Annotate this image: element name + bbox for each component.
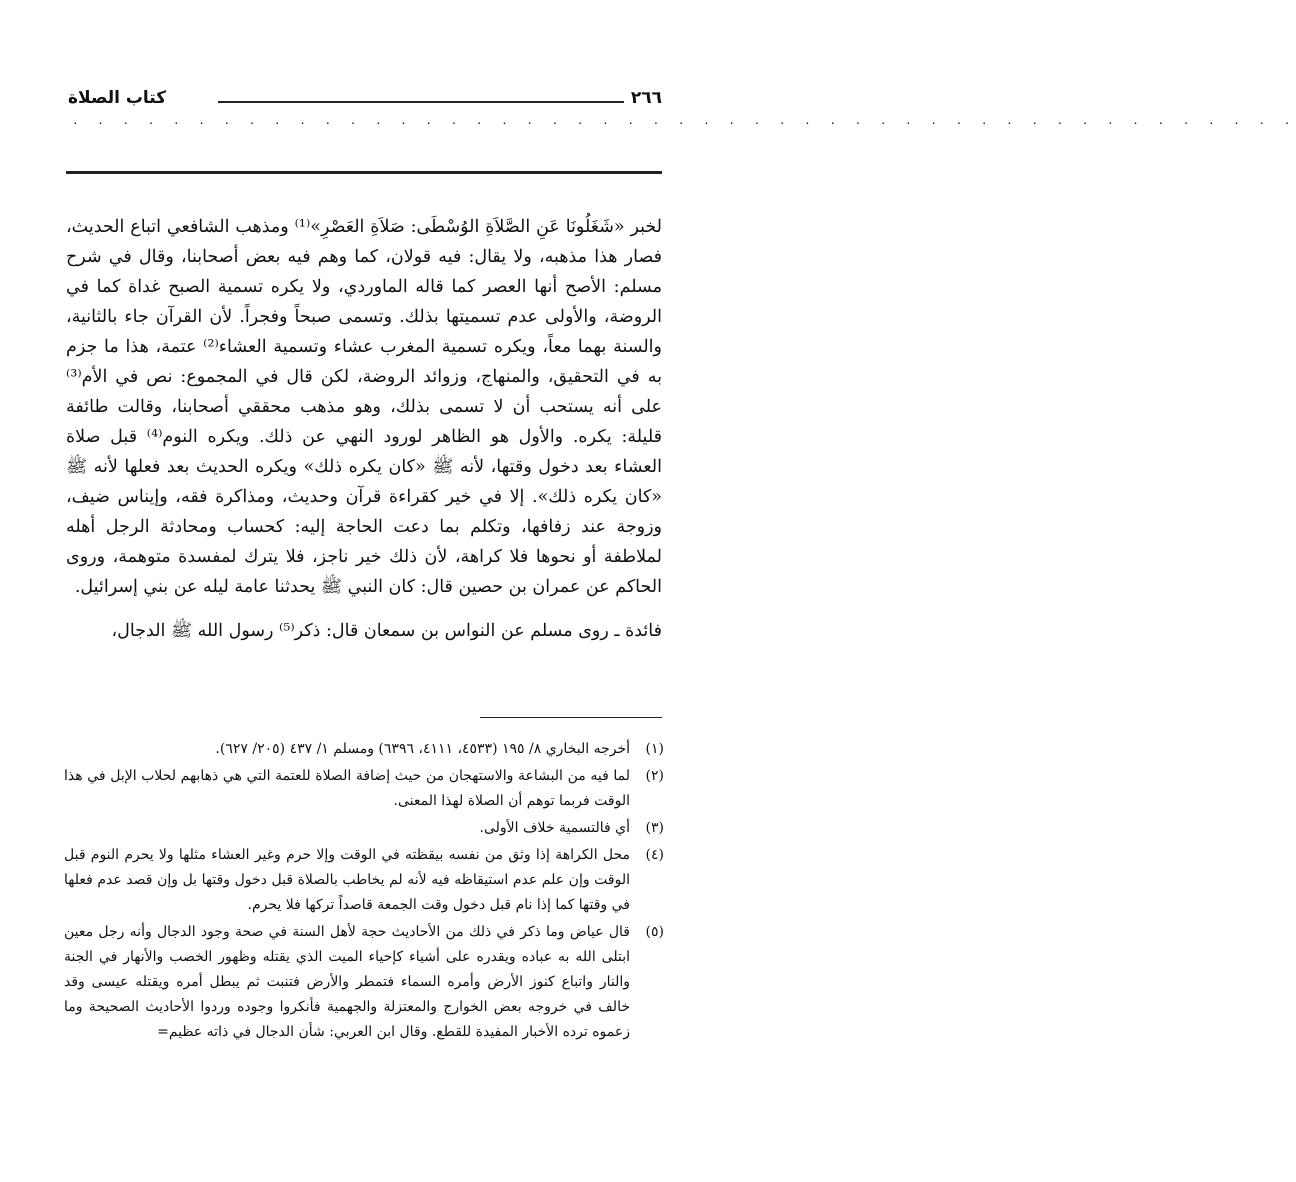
footnote-1 [64,737,664,762]
footnote-text: لما فيه من البشاعة والاستهجان من حيث إضافة الصلاة للعتمة التي هي ذهابهم لحلاب الإبل في هذا الوقت فربما توهم أن الصلاة لهذا المعنى. [64,768,630,809]
footnote-rule [480,717,662,718]
running-header [68,88,662,112]
footnote-text: محل الكراهة إذا وثق من نفسه بيقظته في الوقت وإلا حرم وغير العشاء مثلها ولا يحرم النوم قبل الوقت وإن علم عدم استيقاظه فيه لأنه لم يخاطب بالصلاة قبل دخول وقتها بل وإن قصد عدم فعلها في وقتها كما إذا نام قبل دخول وقت الجمعة قاصداً تركها فلا يحرم. [64,847,630,913]
footnote-number: (٣) [645,820,664,836]
footnotes [64,737,664,1047]
paragraph-1: لخبر «شَغَلُونَا عَنِ الصَّلاَةِ الوُسْطَى: صَلاَةِ العَصْرِ»⁽¹⁾ ومذهب الشافعي اتباع الحديث، فصار هذا مذهبه، ولا يقال: فيه قولان، كما وهم فيه بعض أصحابنا، وقال في شرح مسلم: الأصح أنها العصر كما قاله الماوردي، ولا يكره تسمية الصبح غداة كما في الروضة، والأولى عدم تسميتها بذلك. وتسمى صبحاً وفجراً. لأن القرآن جاء بالثانية، والسنة بهما معاً، ويكره تسمية المغرب عشاء وتسمية العشاء⁽²⁾ عتمة، هذا ما جزم به في التحقيق، والمنهاج، وزوائد الروضة، لكن قال في المجموع: نص في الأم⁽³⁾ على أنه يستحب أن لا تسمى بذلك، وهو مذهب محققي أصحابنا، وقالت طائفة قليلة: يكره. والأول هو الظاهر لورود النهي عن ذلك. ويكره النوم⁽⁴⁾ قبل صلاة العشاء بعد دخول وقتها، لأنه ﷺ «كان يكره ذلك» ويكره الحديث بعد فعلها لأنه ﷺ «كان يكره ذلك». إلا في خير كقراءة قرآن وحديث، ومذاكرة فقه، وإيناس ضيف، وزوجة عند زفافها، وتكلم بما دعت الحاجة إليه: كحساب ومحادثة الرجل أهله لملاطفة أو نحوها فلا كراهة، لأن ذلك خير ناجز، فلا يترك لمفسدة متوهمة، وروى الحاكم عن عمران بن حصين قال: كان النبي ﷺ يحدثنا عامة ليله عن بني إسرائيل. [66,217,663,597]
header-rule [218,101,624,103]
main-text [66,212,662,646]
book-title: كتاب الصلاة [68,88,167,108]
footnote-text: أخرجه البخاري ٨/ ١٩٥ (٤٥٣٣، ٤١١١، ٦٣٩٦) ومسلم ١/ ٤٣٧ (٢٠٥/ ٦٢٧). [215,741,630,757]
footnote-number: (١) [645,741,664,757]
footnote-number: (٢) [645,768,664,784]
footnote-2 [64,764,664,814]
dotted-separator: . . . . . . . . . . . . . . . . . . . . . . . . . . . . . . . . . . . . . . . . . . . . . . . . . [72,114,1296,127]
top-rule [66,171,662,174]
footnote-text: قال عياض وما ذكر في ذلك من الأحاديث حجة لأهل السنة في صحة وجود الدجال وأنه رجل معين ابتلى الله به عباده ويقدره على أشياء كإحياء الميت الذي يقتله وظهور الخصب والأنهار في الجنة والنار واتباع كنوز الأرض وأمره السماء فتمطر والأرض فتنبت ثم يبطل أمره ويقتله عيسى وقد خالف في خروجه بعض الخوارج والمعتزلة والجهمية فأنكروا وجوده وردوا الأحاديث الصحيحة وما زعموه ترده الأخبار المفيدة للقطع. وقال ابن العربي: شأن الدجال في ذاته عظيم= [64,924,630,1040]
footnote-3 [64,816,664,841]
footnote-text: أي فالتسمية خلاف الأولى. [479,820,630,836]
footnote-4 [64,843,664,918]
paragraph-2: فائدة ـ روى مسلم عن النواس بن سمعان قال: ذكر⁽⁵⁾ رسول الله ﷺ الدجال، [111,621,662,641]
page-number: ٢٦٦ [630,88,662,108]
footnote-number: (٤) [645,847,664,863]
footnote-number: (٥) [645,924,664,940]
footnote-5 [64,920,664,1045]
